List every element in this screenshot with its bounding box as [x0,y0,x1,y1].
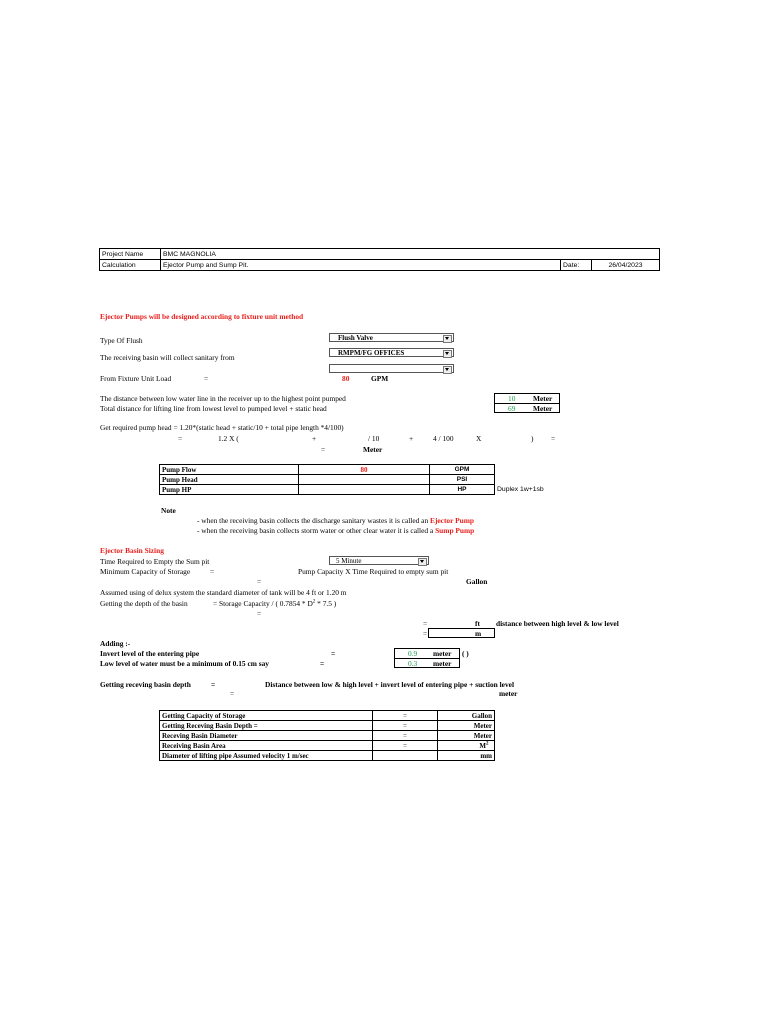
summary-unit: Meter [438,721,495,731]
pump-head-mult: 1.2 X ( [218,434,239,443]
total-distance-value: 69 [508,404,516,413]
pump-head-value [299,475,430,485]
summary-eq: = [373,711,438,721]
summary-eq [373,751,438,761]
basin-collect-value: RMPM/FG OFFICES [338,349,405,357]
pump-head-eq: = [178,434,183,443]
min-capacity-formula: Pump Capacity X Time Required to empty sum pit [298,567,449,576]
level-distance-note: distance between high level & low level [496,619,619,628]
depth-formula-end: * 7.5 ) [315,599,337,608]
invert-level-unit: meter [433,649,452,658]
depth-label: Getting the depth of the basin [100,599,188,608]
flush-type-label: Type Of Flush [100,336,143,345]
fixture-load-value: 80 [342,374,350,383]
fixture-load-eq: = [204,374,209,383]
static-head-unit: Meter [533,394,553,403]
note-line-2-text: - when the receiving basin collects storm water or other clear water it is called a [197,526,434,535]
depth-formula-text: = Storage Capacity / ( 0.7854 * D [213,599,313,608]
table-row [160,711,495,721]
table-row [160,485,495,495]
static-head-value: 10 [508,394,516,403]
flush-type-value: Flush Valve [338,334,373,342]
flush-type-dropdown[interactable] [329,333,454,342]
capacity-unit: Gallon [466,577,488,586]
depth-formula-sup: 2 [312,599,316,605]
low-level-label: Low level of water must be a minimum of 0.15 cm say [100,659,270,668]
calculation-label: Calculation [100,260,161,271]
pump-head-close: ) [531,434,534,443]
low-level-value: 0.3 [408,659,418,668]
level-distance-m-unit: m [475,629,482,638]
invert-level-label: Invert level of the entering pipe [100,649,200,658]
low-level-eq: = [320,659,325,668]
project-name-label: Project Name [100,249,161,260]
table-row [160,721,495,731]
project-name-value: BMC MAGNOLIA [161,249,660,260]
note-title: Note [161,506,176,515]
project-header-table [99,248,660,271]
pump-head-div100: 4 / 100 [433,434,454,443]
pump-head-plus1: + [312,434,317,443]
time-required-value: 5 Minute [336,557,362,565]
time-required-dropdown[interactable] [329,556,429,565]
min-capacity-eq: = [210,567,215,576]
summary-eq: = [373,731,438,741]
summary-label: Getting Receving Basin Depth = [160,721,373,731]
basin-collect-label: The receiving basin will collect sanitary from [100,353,235,362]
table-row [160,751,495,761]
depth-eq: = [257,609,262,618]
note-line-1 [197,517,474,524]
pump-head-unit: Meter [363,445,383,454]
summary-unit-text: M [479,741,486,750]
pump-head-plus2: + [409,434,414,443]
date-value: 26/04/2023 [592,260,660,271]
table-row [160,741,495,751]
pump-hp-value [299,485,430,495]
basin-depth-eq2: = [230,689,235,698]
summary-label: Getting Capacity of Storage [160,711,373,721]
invert-level-value: 0.9 [408,649,418,658]
pump-hp-label: Pump HP [160,485,299,495]
summary-label: Receiving Basin Area [160,741,373,751]
basin-collect-dropdown-2[interactable] [329,364,454,373]
time-required-label: Time Required to Empty the Sum pit [100,557,210,566]
intro-heading: Ejector Pumps will be designed according to fixture unit method [100,312,304,321]
chevron-down-icon[interactable] [443,366,452,374]
note-line-2 [197,527,474,534]
static-head-label: The distance between low water line in the receiver up to the highest point pumped [100,394,346,403]
basin-depth-unit: meter [499,689,518,698]
low-level-unit: meter [433,659,452,668]
pump-head-formula: Get required pump head = 1.20*(static head + static/10 + total pipe length *4/100) [100,423,344,432]
adding-title: Adding :- [100,639,131,648]
pump-head-eq2: = [551,434,556,443]
summary-eq: = [373,741,438,751]
capacity-eq: = [257,577,262,586]
pump-flow-unit: GPM [430,465,495,475]
invert-level-paren: ( ) [462,649,469,658]
pump-head-eq3: = [321,445,326,454]
level-distance-ft-unit: ft [475,619,480,628]
basin-depth-formula: Distance between low & high level + invert level of entering pipe + suction level [265,680,514,689]
table-row [160,465,495,475]
date-label: Date: [561,260,592,271]
chevron-down-icon[interactable] [443,350,452,358]
note-ejector-pump-term: Ejector Pump [430,516,475,525]
pump-head-x: X [476,434,482,443]
fixture-load-unit: GPM [371,374,389,383]
basin-collect-dropdown[interactable] [329,348,454,357]
duplex-note: Duplex 1w+1sb [497,486,544,493]
invert-level-eq: = [331,649,336,658]
level-distance-eq-ft: = [423,619,428,628]
pump-flow-value: 80 [299,465,430,475]
calculation-value: Ejector Pump and Sump Pit. [161,260,561,271]
summary-unit: mm [438,751,495,761]
summary-table [159,710,495,761]
total-distance-label: Total distance for lifting line from lowest level to pumped level + static head [100,404,327,413]
summary-label: Diameter of lifting pipe Assumed velocity 1 m/sec [160,751,373,761]
basin-sizing-title: Ejector Basin Sizing [100,546,164,555]
basin-depth-eq: = [211,680,216,689]
chevron-down-icon[interactable] [443,335,452,343]
level-distance-eq-m: = [423,629,428,638]
pump-flow-label: Pump Flow [160,465,299,475]
basin-depth-label: Getting receving basin depth [100,680,191,689]
table-row [160,475,495,485]
min-capacity-label: Minimum Capacity of Storage [100,567,191,576]
fixture-load-label: From Fixture Unit Load [100,374,172,383]
level-distance-m-box [428,628,495,638]
summary-unit: Gallon [438,711,495,721]
table-row [160,731,495,741]
summary-label: Receving Basin Diameter [160,731,373,741]
summary-unit [438,741,495,751]
total-distance-unit: Meter [533,404,553,413]
note-line-1-text: - when the receiving basin collects the discharge sanitary wastes it is called an [197,516,429,525]
pump-head-div10: / 10 [368,434,380,443]
summary-unit: Meter [438,731,495,741]
summary-eq: = [373,721,438,731]
summary-unit-sup: 2 [486,741,489,747]
pump-head-unit-cell: PSI [430,475,495,485]
note-sump-pump-term: Sump Pump [435,526,475,535]
chevron-down-icon[interactable] [418,558,427,566]
pump-head-label: Pump Head [160,475,299,485]
assumed-diameter-note: Assumed using of delux system the standard diameter of tank will be 4 ft or 1.20 m [100,588,347,597]
pump-table [159,464,495,495]
pump-hp-unit: HP [430,485,495,495]
depth-formula [213,600,336,607]
